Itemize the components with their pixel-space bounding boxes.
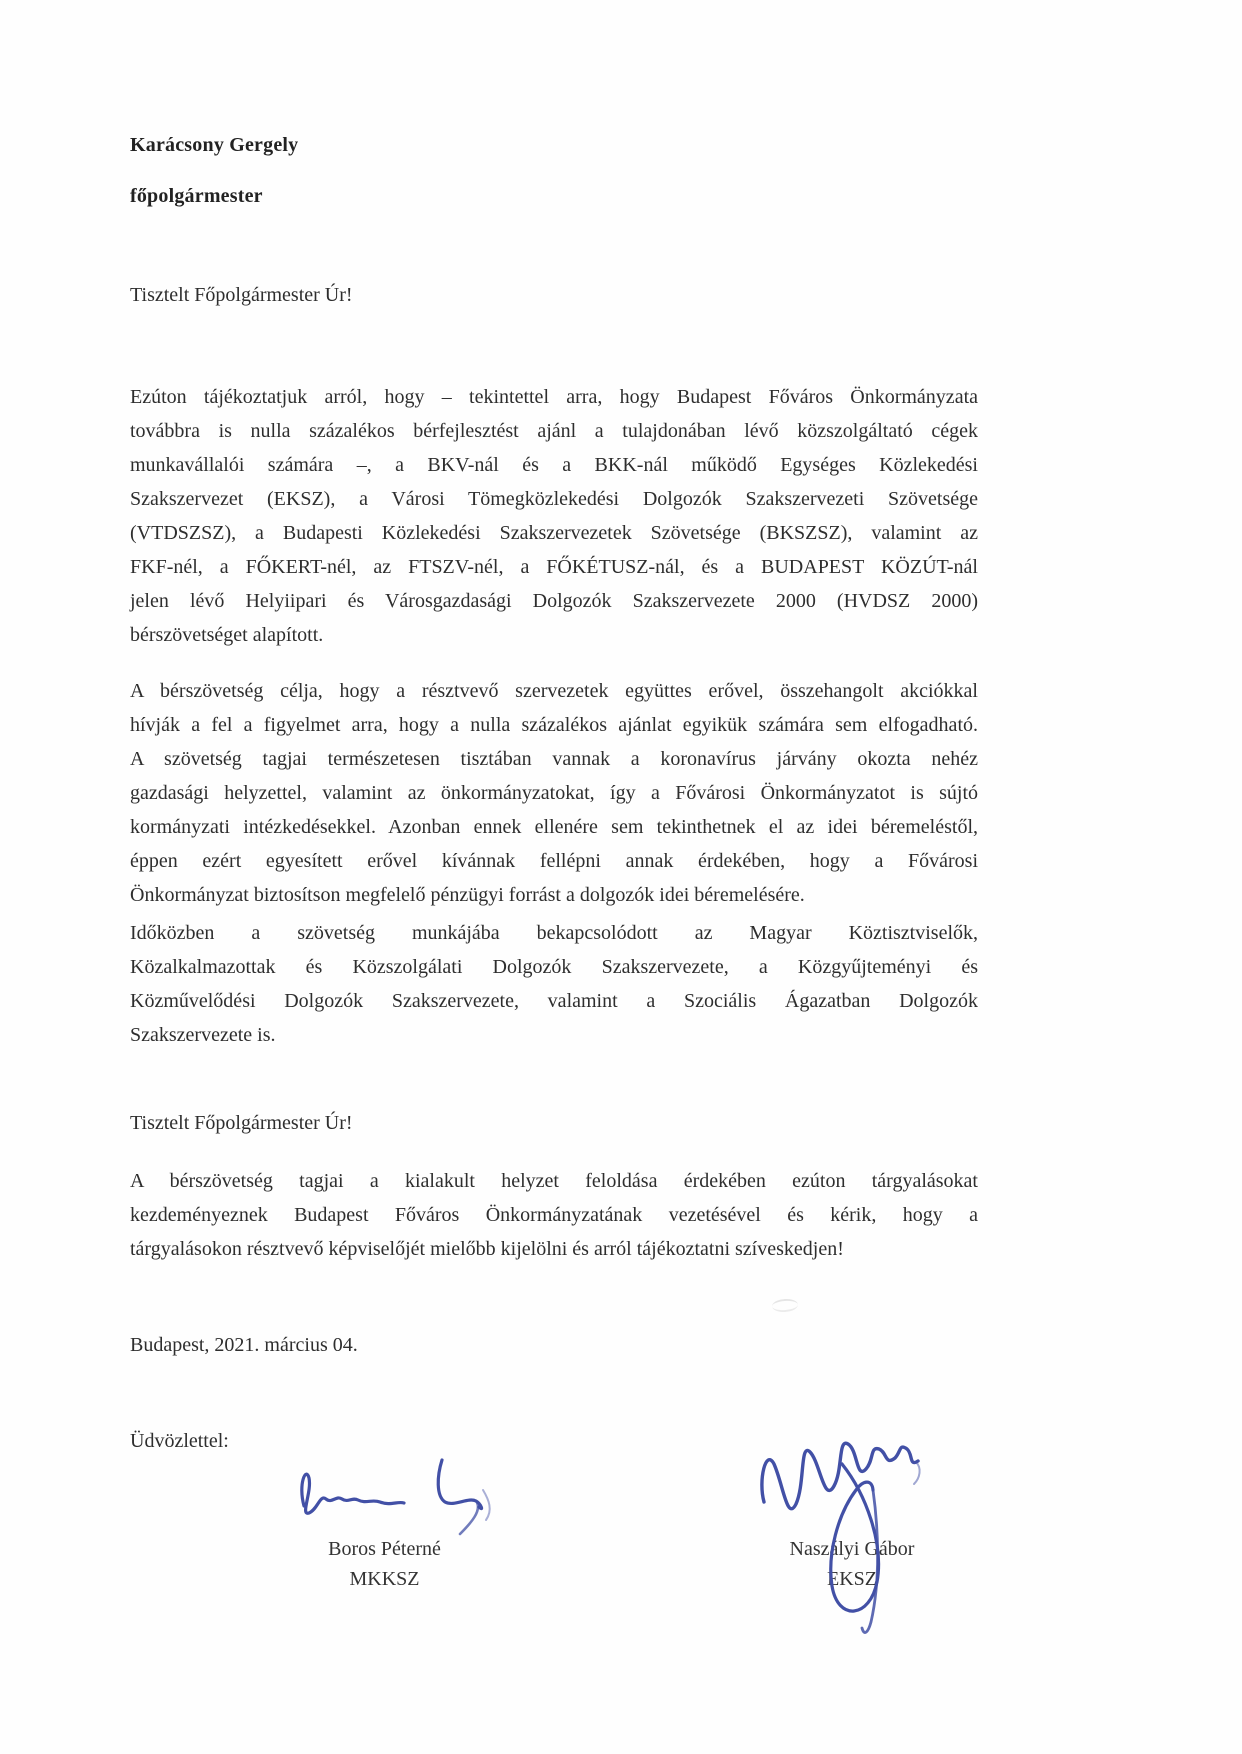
paragraph-negotiation-request [130, 1164, 978, 1266]
letter-line: jelen lévő Helyiipari és Városgazdasági Dolgozók Szakszervezete 2000 (HVDSZ 2000) [130, 590, 978, 612]
letter-line: kormányzati intézkedésekkel. Azonban ennek ellenére sem tekinthetnek el az idei béremeléstől, [130, 816, 978, 838]
letter-line: tárgyalásokon résztvevő képviselőjét mielőbb kijelölni és arról tájékoztatni szíveskedjen! [130, 1238, 844, 1260]
letter-line: A szövetség tagjai természetesen tisztában vannak a koronavírus járvány okozta nehéz [130, 748, 978, 770]
signatory-right [762, 1534, 942, 1594]
signatory-org: EKSZ [827, 1568, 877, 1590]
signatory-name: Naszályi Gábor [789, 1538, 915, 1560]
paragraph-founding [130, 380, 978, 652]
letter-line: munkavállalói számára –, a BKV-nál és a BKK-nál működő Egységes Közlekedési [130, 454, 978, 476]
paragraph-goal [130, 674, 978, 912]
letter-line: Ezúton tájékoztatjuk arról, hogy – tekintettel arra, hogy Budapest Főváros Önkormányzata [130, 386, 978, 408]
letter-line: gazdasági helyzettel, valamint az önkormányzatokat, így a Fővárosi Önkormányzatot is sújtó [130, 782, 978, 804]
letter-line: továbbra is nulla százalékos bérfejlesztést ajánl a tulajdonában lévő közszolgáltató cégek [130, 420, 978, 442]
letter-line: (VTDSZSZ), a Budapesti Közlekedési Szakszervezetek Szövetsége (BKSZSZ), valamint az [130, 522, 978, 544]
letter-line: Szakszervezete is. [130, 1024, 276, 1046]
closing-salutation: Üdvözlettel: [130, 1430, 229, 1452]
signatory-org: MKKSZ [349, 1568, 420, 1590]
letter-line: hívják a fel a figyelmet arra, hogy a nulla százalékos ajánlat egyikük számára sem elfogadható. [130, 714, 978, 736]
letter-line: bérszövetséget alapított. [130, 624, 324, 646]
signatory-left [292, 1534, 477, 1594]
recipient-title: főpolgármester [130, 185, 263, 207]
letter-line: Önkormányzat biztosítson megfelelő pénzügyi forrást a dolgozók idei béremelésére. [130, 884, 805, 906]
letter-line: Időközben a szövetség munkájába bekapcsolódott az Magyar Köztisztviselők, [130, 922, 978, 944]
letter-line: FKF-nél, a FŐKERT-nél, az FTSZV-nél, a FŐKÉTUSZ-nál, és a BUDAPEST KÖZÚT-nál [130, 556, 978, 578]
recipient-name: Karácsony Gergely [130, 134, 299, 156]
signature-ink-naszalyi-gabor [748, 1422, 943, 1642]
letter-line: Közművelődési Dolgozók Szakszervezete, valamint a Szociális Ágazatban Dolgozók [130, 990, 978, 1012]
letter-line: A bérszövetség célja, hogy a résztvevő szervezetek együttes erővel, összehangolt akciókkal [130, 680, 978, 702]
letter-line: Közalkalmazottak és Közszolgálati Dolgozók Szakszervezete, a Közgyűjteményi és [130, 956, 978, 978]
date-line: Budapest, 2021. március 04. [130, 1334, 358, 1356]
scan-artifact [772, 1298, 799, 1313]
paragraph-new-members [130, 916, 978, 1052]
signatory-name: Boros Péterné [328, 1538, 441, 1560]
letter-line: Szakszervezet (EKSZ), a Városi Tömegközlekedési Dolgozók Szakszervezeti Szövetsége [130, 488, 978, 510]
letter-line: A bérszövetség tagjai a kialakult helyzet feloldása érdekében ezúton tárgyalásokat [130, 1170, 978, 1192]
salutation: Tisztelt Főpolgármester Úr! [130, 284, 353, 306]
letter-line: éppen ezért egyesített erővel kívánnak fellépni annak érdekében, hogy a Fővárosi [130, 850, 978, 872]
letter-line: kezdeményeznek Budapest Főváros Önkormányzatának vezetésével és kérik, hogy a [130, 1204, 978, 1226]
salutation-second: Tisztelt Főpolgármester Úr! [130, 1112, 353, 1134]
